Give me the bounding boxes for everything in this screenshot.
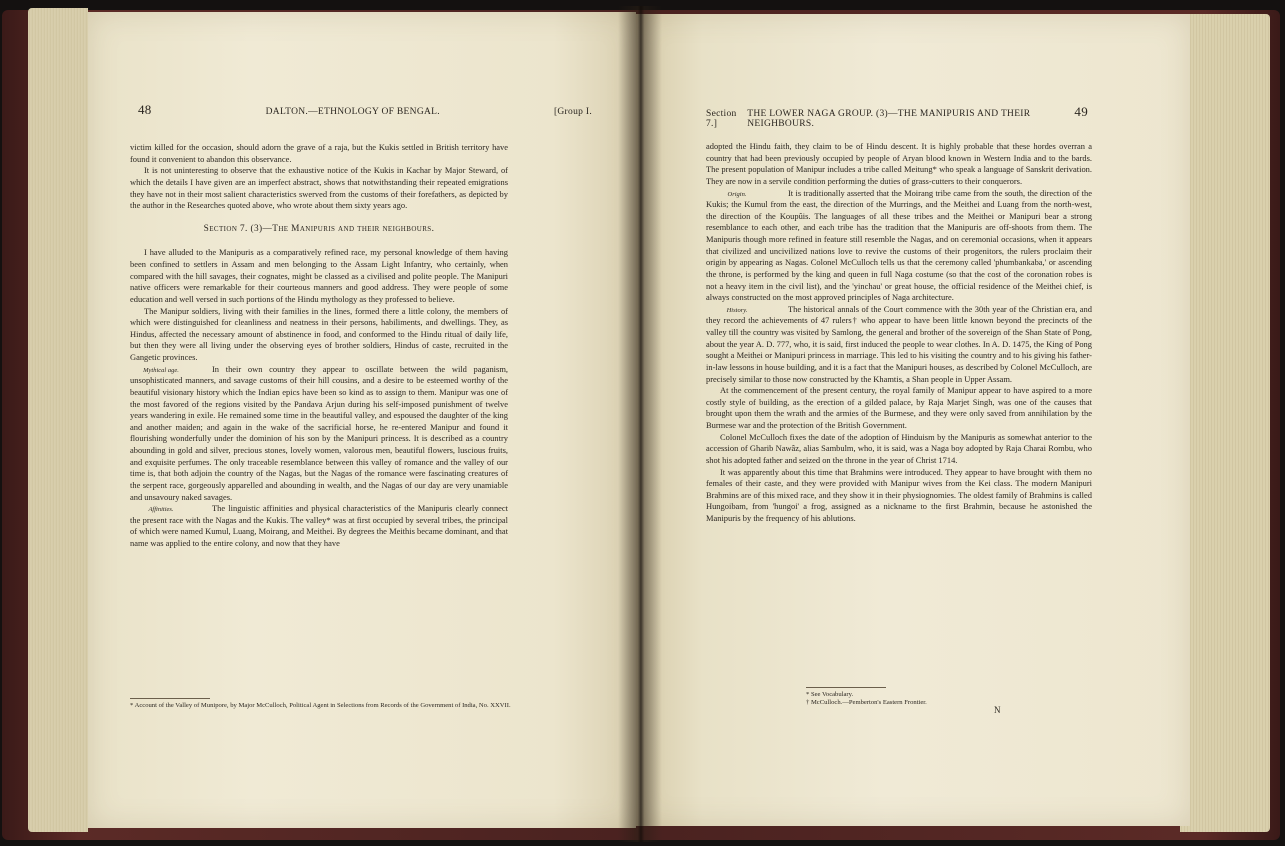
footnote-divider [806, 687, 886, 688]
left-text-block [130, 142, 508, 550]
left-paragraph-myth: In their own country they appear to oscillate between the wild paganism, unsophisticated manners, and savage customs of their hill cousins, and a desire to be esteemed worthy of the beautiful visionary history which the Indian epics have been so kind as to assign to them. Manipur was one of the most favored of the regions visited by the Pandava Arjun during his self-imposed punishment of twelve years wandering in exile. He remained some time in the beautiful valley, and espoused the daughter of the king and another maiden; and again in the wake of the sacrificial horse, he re-entered Manipur and found it flourishing wonderfully under the dominion of his son by the Manipuri princess. It is described as a country abounding in gold and silver, precious stones, lovely women, valorous men, beautiful flowers, luscious fruits, and exquisite perfumes. The only traceable resemblance between this valley of romance and the valley of our time is, that both adjoin the country of the Nagas, but the Nagas of the romance were fascinating creatures of the serpent race, gorgeously apparelled and abounding in wealth, and the Nagas of our day are very unamiable and unsavoury naked savages. [130, 363, 508, 502]
left-footnote: * Account of the Valley of Munipore, by Major McCulloch, Political Agent in Selections from Records of the Government of India, No. XXVII. [130, 702, 511, 709]
left-paragraph-3: I have alluded to the Manipuris as a comparatively refined race, my personal knowledge of them having been confined to settlers in Assam and men belonging to the Assam Light Infantry, who certainly, when compared with the hill savages, their cognates, might be classed as a civilised and polite people. The Manipuri native officers were remarkable for their courteous manners and good address. They were people of some education and well versed in such portions of the Hindu mythology as they professed to believe. [130, 247, 508, 304]
book-gutter [618, 6, 662, 842]
left-page [88, 12, 636, 828]
myth-section [130, 364, 508, 504]
left-page-number: 48 [138, 102, 152, 117]
left-paragraph-1: victim killed for the occasion, should adorn the grave of a raja, but the Kukis settled in British territory have found it convenient to abandon this observance. [130, 142, 508, 164]
left-running-head [138, 102, 592, 118]
left-paragraph-affinities: The linguistic affinities and physical characteristics of the Manipuris clearly connect the present race with the Nagas and the Kukis. The valley* was at first occupied by several tribes, the principal of which were named Kumul, Luang, Moirang, and Meithei. By degrees the Meithis became dominant, and that name was applied to the entire colony, and now that they have [130, 503, 508, 548]
right-running-title: THE LOWER NAGA GROUP. (3)—THE MANIPURIS AND THEIR NEIGHBOURS. [747, 109, 1031, 129]
affinities-section [130, 503, 508, 550]
margin-note-affinities: Affinities. [148, 506, 174, 514]
history-section [706, 304, 1092, 385]
right-paragraph-origin: It is traditionally asserted that the Moirang tribe came from the south, the direction of the Kukis; the Kumul from the east, the direction of the Murrings, and the Meithei and Luang from the north-west, the direction of the Koupûis. The languages of all these tribes and the Meithei or Manipuri bear a strong resemblance to each other, and each tribe has the tradition that the Manipuris are off-shoots from them. The Manipuris though more refined in feature still resemble the Nagas, and on ceremonial occasions, when it appears that civilized and uncivilized nations love to revive the customs of their progenitors, the rulers proclaim their origin by appearing as Nagas. Colonel McCulloch tells us that the ceremony called 'phumbankaba,' or ascending the throne, is performed by the king and queen in full Naga costume (so that the cost of the coronation robes is not a heavy item in the civil list), and the 'yinchau' or great house, the official residence of the Meithei chief, is always constructed on the most approved principles of Naga architecture. [706, 187, 1092, 303]
right-paragraph-century: At the commencement of the present century, the royal family of Manipur appear to have aspired to a more costly style of building, as the erection of a gilded palace, by Raja Marjet Singh, was one of the causes that brought upon them the wrath and the armies of the Burmese, and they were only saved from annihilation by the Burmese war and the protection of the British Government. [706, 385, 1092, 430]
right-text-block [706, 141, 1092, 525]
right-section-label: Section 7.] [706, 109, 737, 129]
right-page [636, 14, 1190, 826]
margin-note-origin: Origin. [727, 190, 747, 198]
right-page-edges [1180, 14, 1270, 832]
right-page-number: 49 [1074, 104, 1088, 119]
left-group-label: [Group I. [553, 107, 592, 117]
origin-section [706, 188, 1092, 304]
right-paragraph-brahmins: It was apparently about this time that Brahmins were introduced. They appear to have brought with them no females of their caste, and they were provided with Manipur wives from the Kei class. The modern Manipuri Brahmins are of this mixed race, and they show it in their physiognomies. The oldest family of Brahmins is called Hungoibam, from 'hungoi' a frog, assigned as a nickname to the first Brahmin, because he astonished the Manipuris by the frequency of his ablutions. [706, 466, 1092, 523]
left-paragraph-2: It is not uninteresting to observe that the exhaustive notice of the Kukis in Kachar by Major Steward, of which the details I have given are an imperfect abstract, shows that notwithstanding their repeated emigrations they have not in their most salient characteristics swerved from the customs of their forefathers, as depicted by the author in the Researches quoted above, who wrote about them sixty years ago. [130, 165, 508, 211]
footnote-divider [130, 698, 210, 699]
left-footnotes [130, 698, 550, 710]
margin-note-mythical-age: Mythical age. [143, 366, 179, 374]
right-paragraph-hinduism: Colonel McCulloch fixes the date of the adoption of Hinduism by the Manipuris as somewhat anterior to the accession of Gharib Nawâz, alias Sambulm, who, it is said, was a Naga boy adopted by Raja Charai Rombu, who shot his adopted father and seized on the throne in the year of Christ 1714. [706, 431, 1092, 465]
signature-mark: N [994, 705, 1001, 715]
right-footnotes [806, 687, 1006, 708]
left-paragraph-4: The Manipur soldiers, living with their families in the lines, formed there a little colony, the members of which were distinguished for cleanliness and neatness in their persons, habiliments, and dwellings. They, as Hindus, affected the necessary amount of abstinence in food, and conformed to the Hindu ritual of daily life, but then they were all living under the observing eyes of brother soldiers, Hindus of caste, recruited in the Gangetic provinces. [130, 305, 508, 362]
right-running-head [706, 104, 1088, 129]
right-paragraph-1: adopted the Hindu faith, they claim to be of Hindu descent. It is highly probable that these hordes overran a country that had been previously occupied by people of Aryan blood known in Western India and to the bards. The present population of Manipur includes a tribe called Meitung* who speak a language of Sanskrit derivation. They are now in a servile condition performing the duties of grass-cutters to their conquerors. [706, 141, 1092, 186]
right-paragraph-history: The historical annals of the Court commence with the 30th year of the Christian era, and they record the achievements of 47 rulers† who appear to have been little known beyond the precincts of the valley till the country was visited by Samlong, the general and brother of the sovereign of the Shan State of Pong, about the year A. D. 777, who, it is said, first induced the people to wear clothes. In A. D. 1475, the King of Pong sought a Meithei or Manipuri princess in marriage. This led to his visiting the country and to his giving his father-in-law lessons in house building, and it is a fact that the Manipuri houses, as described by Colonel McCulloch, are precisely similar to those now constructed by the Khamtis, a Shan people in Upper Assam. [706, 303, 1092, 384]
right-footnote-1: * See Vocabulary. [806, 691, 854, 698]
left-page-edges [28, 8, 88, 832]
right-footnote-2: † McCulloch.—Pemberton's Eastern Frontier. [806, 699, 927, 707]
margin-note-history: History. [726, 306, 748, 314]
left-running-title: DALTON.—ETHNOLOGY OF BENGAL. [265, 107, 440, 117]
section-heading: Section 7. (3)—The Manipuris and their neighbours. [203, 223, 435, 234]
